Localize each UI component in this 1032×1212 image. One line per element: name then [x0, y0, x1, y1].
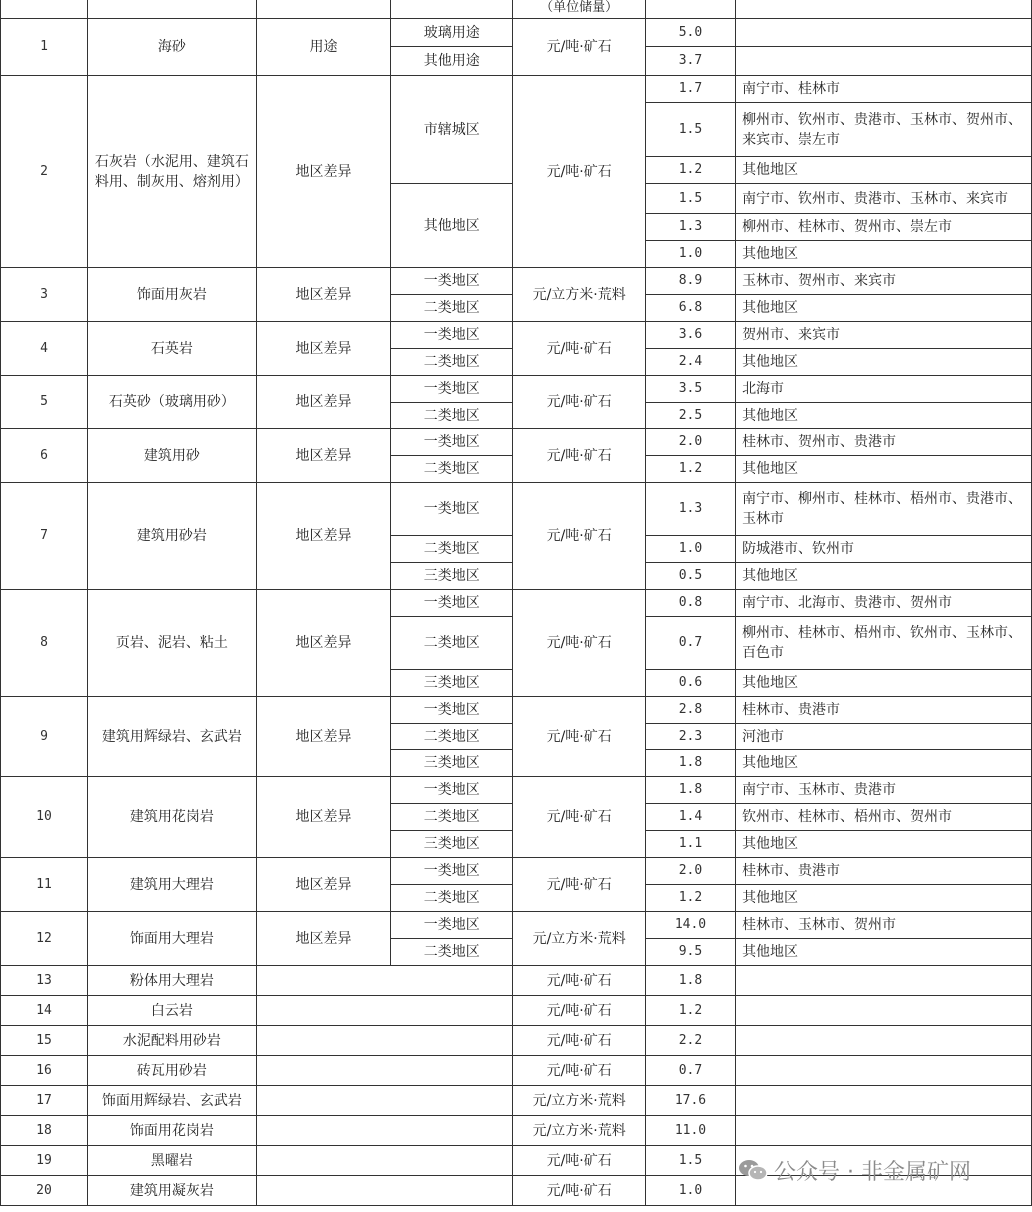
rate-value-cell: 17.6 — [645, 1086, 735, 1116]
unit-cell: 元/吨·矿石 — [513, 966, 645, 996]
row-number-cell: 20 — [1, 1176, 88, 1206]
row-number-cell: 18 — [1, 1116, 88, 1146]
applicable-area-cell: 钦州市、桂林市、梧州市、贺州市 — [736, 804, 1032, 831]
classification-cell: 二类地区 — [391, 403, 513, 429]
unit-cell: 元/吨·矿石 — [513, 1176, 645, 1206]
classification-cell: 一类地区 — [391, 376, 513, 403]
unit-cell: 元/立方米·荒料 — [513, 1086, 645, 1116]
watermark-text: 公众号 · 非金属矿网 — [774, 1159, 971, 1185]
classification-cell: 其他地区 — [391, 184, 513, 268]
rate-value-cell: 1.5 — [645, 184, 735, 214]
header-cell — [1, 0, 88, 19]
row-number-cell: 1 — [1, 19, 88, 76]
mineral-name-cell: 石英砂（玻璃用砂） — [87, 376, 256, 429]
table-row — [1, 996, 1032, 1026]
table-row — [1, 268, 1032, 295]
applicable-area-cell: 桂林市、贵港市 — [736, 858, 1032, 885]
rate-value-cell: 1.0 — [645, 536, 735, 563]
unit-header-cell: （单位储量） — [513, 0, 645, 19]
table-row — [1, 777, 1032, 804]
rate-value-cell: 0.7 — [645, 1056, 735, 1086]
applicable-area-cell: 南宁市、钦州市、贵港市、玉林市、来宾市 — [736, 184, 1032, 214]
table-row — [1, 912, 1032, 939]
rate-basis-cell: 地区差异 — [256, 697, 390, 777]
rate-basis-cell — [256, 1146, 513, 1176]
table-row — [1, 1056, 1032, 1086]
mineral-name-cell: 建筑用大理岩 — [87, 858, 256, 912]
rate-value-cell: 0.8 — [645, 590, 735, 617]
mineral-name-cell: 砖瓦用砂岩 — [87, 1056, 256, 1086]
row-number-cell: 12 — [1, 912, 88, 966]
applicable-area-cell — [736, 996, 1032, 1026]
applicable-area-cell: 北海市 — [736, 376, 1032, 403]
rate-value-cell: 2.0 — [645, 858, 735, 885]
rate-basis-cell — [256, 1056, 513, 1086]
row-number-cell: 2 — [1, 76, 88, 268]
rate-value-cell: 3.5 — [645, 376, 735, 403]
mineral-name-cell: 建筑用凝灰岩 — [87, 1176, 256, 1206]
mineral-name-cell: 饰面用灰岩 — [87, 268, 256, 322]
mineral-name-cell: 海砂 — [87, 19, 256, 76]
table-row — [1, 590, 1032, 617]
applicable-area-cell: 其他地区 — [736, 563, 1032, 590]
mineral-name-cell: 饰面用大理岩 — [87, 912, 256, 966]
unit-cell: 元/立方米·荒料 — [513, 912, 645, 966]
row-number-cell: 10 — [1, 777, 88, 858]
table-row — [1, 322, 1032, 349]
row-number-cell: 11 — [1, 858, 88, 912]
row-number-cell: 15 — [1, 1026, 88, 1056]
row-number-cell: 4 — [1, 322, 88, 376]
row-number-cell: 17 — [1, 1086, 88, 1116]
rate-value-cell: 1.2 — [645, 456, 735, 483]
applicable-area-cell: 南宁市、玉林市、贵港市 — [736, 777, 1032, 804]
unit-cell: 元/吨·矿石 — [513, 1026, 645, 1056]
applicable-area-cell: 其他地区 — [736, 295, 1032, 322]
rate-basis-cell — [256, 1026, 513, 1056]
applicable-area-cell: 其他地区 — [736, 885, 1032, 912]
rate-value-cell: 6.8 — [645, 295, 735, 322]
applicable-area-cell: 柳州市、桂林市、梧州市、钦州市、玉林市、百色市 — [736, 617, 1032, 670]
table-row — [1, 19, 1032, 47]
unit-cell: 元/吨·矿石 — [513, 697, 645, 777]
mineral-name-cell: 饰面用辉绿岩、玄武岩 — [87, 1086, 256, 1116]
applicable-area-cell: 桂林市、贺州市、贵港市 — [736, 429, 1032, 456]
classification-cell: 其他用途 — [391, 47, 513, 76]
rate-value-cell: 1.2 — [645, 885, 735, 912]
row-number-cell: 6 — [1, 429, 88, 483]
classification-cell: 三类地区 — [391, 563, 513, 590]
applicable-area-cell: 贺州市、来宾市 — [736, 322, 1032, 349]
rate-value-cell: 1.7 — [645, 76, 735, 103]
rate-value-cell: 1.8 — [645, 777, 735, 804]
rate-value-cell: 2.0 — [645, 429, 735, 456]
rate-value-cell: 1.0 — [645, 241, 735, 268]
applicable-area-cell — [736, 47, 1032, 76]
mineral-name-cell: 建筑用砂 — [87, 429, 256, 483]
classification-cell: 二类地区 — [391, 939, 513, 966]
applicable-area-cell: 其他地区 — [736, 831, 1032, 858]
rate-value-cell: 9.5 — [645, 939, 735, 966]
rate-value-cell: 8.9 — [645, 268, 735, 295]
row-number-cell: 9 — [1, 697, 88, 777]
classification-cell: 二类地区 — [391, 349, 513, 376]
rate-value-cell: 1.5 — [645, 103, 735, 157]
classification-cell: 一类地区 — [391, 777, 513, 804]
unit-cell: 元/吨·矿石 — [513, 322, 645, 376]
mineral-name-cell: 石灰岩（水泥用、建筑石料用、制灰用、熔剂用） — [87, 76, 256, 268]
mineral-name-cell: 页岩、泥岩、粘土 — [87, 590, 256, 697]
unit-cell: 元/立方米·荒料 — [513, 1116, 645, 1146]
classification-cell: 一类地区 — [391, 590, 513, 617]
applicable-area-cell: 其他地区 — [736, 157, 1032, 184]
header-cell — [736, 0, 1032, 19]
table-row — [1, 697, 1032, 724]
table-row — [1, 483, 1032, 536]
classification-cell: 三类地区 — [391, 750, 513, 777]
header-cell — [87, 0, 256, 19]
table-row — [1, 966, 1032, 996]
applicable-area-cell: 桂林市、玉林市、贺州市 — [736, 912, 1032, 939]
rate-value-cell: 1.1 — [645, 831, 735, 858]
rate-value-cell: 2.4 — [645, 349, 735, 376]
row-number-cell: 3 — [1, 268, 88, 322]
applicable-area-cell: 河池市 — [736, 724, 1032, 750]
applicable-area-cell: 其他地区 — [736, 670, 1032, 697]
table-row — [1, 376, 1032, 403]
unit-cell: 元/吨·矿石 — [513, 1056, 645, 1086]
row-number-cell: 14 — [1, 996, 88, 1026]
row-number-cell: 19 — [1, 1146, 88, 1176]
classification-cell: 一类地区 — [391, 429, 513, 456]
classification-cell: 一类地区 — [391, 912, 513, 939]
mineral-name-cell: 饰面用花岗岩 — [87, 1116, 256, 1146]
row-number-cell: 13 — [1, 966, 88, 996]
header-cell — [645, 0, 735, 19]
unit-cell: 元/立方米·荒料 — [513, 268, 645, 322]
rate-value-cell: 2.2 — [645, 1026, 735, 1056]
table-row — [1, 1086, 1032, 1116]
unit-cell: 元/吨·矿石 — [513, 858, 645, 912]
rate-value-cell: 1.3 — [645, 214, 735, 241]
rate-basis-cell: 地区差异 — [256, 322, 390, 376]
rate-value-cell: 1.8 — [645, 966, 735, 996]
rate-basis-cell — [256, 966, 513, 996]
applicable-area-cell: 其他地区 — [736, 349, 1032, 376]
header-cell — [391, 0, 513, 19]
rate-basis-cell: 地区差异 — [256, 76, 390, 268]
rate-basis-cell: 地区差异 — [256, 429, 390, 483]
classification-cell: 二类地区 — [391, 536, 513, 563]
classification-cell: 一类地区 — [391, 322, 513, 349]
rate-value-cell: 1.8 — [645, 750, 735, 777]
applicable-area-cell — [736, 966, 1032, 996]
classification-cell: 三类地区 — [391, 670, 513, 697]
rate-basis-cell: 地区差异 — [256, 590, 390, 697]
mineral-name-cell: 水泥配料用砂岩 — [87, 1026, 256, 1056]
rate-value-cell: 14.0 — [645, 912, 735, 939]
applicable-area-cell: 南宁市、柳州市、桂林市、梧州市、贵港市、玉林市 — [736, 483, 1032, 536]
unit-cell: 元/吨·矿石 — [513, 19, 645, 76]
row-number-cell: 7 — [1, 483, 88, 590]
rate-value-cell: 5.0 — [645, 19, 735, 47]
applicable-area-cell: 玉林市、贺州市、来宾市 — [736, 268, 1032, 295]
applicable-area-cell: 其他地区 — [736, 403, 1032, 429]
unit-cell: 元/吨·矿石 — [513, 76, 645, 268]
rate-value-cell: 11.0 — [645, 1116, 735, 1146]
mineral-name-cell: 黑曜岩 — [87, 1146, 256, 1176]
rate-value-cell: 0.6 — [645, 670, 735, 697]
table-row — [1, 858, 1032, 885]
mineral-name-cell: 粉体用大理岩 — [87, 966, 256, 996]
unit-cell: 元/吨·矿石 — [513, 996, 645, 1026]
applicable-area-cell — [736, 1026, 1032, 1056]
wechat-icon — [738, 1158, 768, 1182]
classification-cell: 二类地区 — [391, 885, 513, 912]
rate-value-cell: 2.5 — [645, 403, 735, 429]
classification-cell: 市辖城区 — [391, 76, 513, 184]
watermark — [738, 1152, 971, 1188]
rate-basis-cell: 地区差异 — [256, 912, 390, 966]
rate-value-cell: 0.5 — [645, 563, 735, 590]
row-number-cell: 8 — [1, 590, 88, 697]
rate-basis-cell: 地区差异 — [256, 858, 390, 912]
applicable-area-cell: 其他地区 — [736, 241, 1032, 268]
applicable-area-cell — [736, 1056, 1032, 1086]
rate-basis-cell: 地区差异 — [256, 376, 390, 429]
rate-value-cell: 2.3 — [645, 724, 735, 750]
rate-basis-cell — [256, 1116, 513, 1146]
rate-basis-cell — [256, 1176, 513, 1206]
table-row — [1, 76, 1032, 103]
applicable-area-cell: 其他地区 — [736, 750, 1032, 777]
rate-value-cell: 1.2 — [645, 157, 735, 184]
unit-cell: 元/吨·矿石 — [513, 483, 645, 590]
classification-cell: 一类地区 — [391, 858, 513, 885]
rate-basis-cell: 地区差异 — [256, 483, 390, 590]
rate-value-cell: 1.5 — [645, 1146, 735, 1176]
rate-basis-cell: 地区差异 — [256, 268, 390, 322]
applicable-area-cell: 桂林市、贵港市 — [736, 697, 1032, 724]
applicable-area-cell: 防城港市、钦州市 — [736, 536, 1032, 563]
classification-cell: 二类地区 — [391, 617, 513, 670]
applicable-area-cell: 南宁市、北海市、贵港市、贺州市 — [736, 590, 1032, 617]
classification-cell: 一类地区 — [391, 697, 513, 724]
classification-cell: 二类地区 — [391, 724, 513, 750]
rate-value-cell: 1.0 — [645, 1176, 735, 1206]
mineral-name-cell: 建筑用辉绿岩、玄武岩 — [87, 697, 256, 777]
rate-value-cell: 1.4 — [645, 804, 735, 831]
table-row — [1, 1116, 1032, 1146]
mineral-name-cell: 白云岩 — [87, 996, 256, 1026]
rate-basis-cell — [256, 996, 513, 1026]
classification-cell: 一类地区 — [391, 483, 513, 536]
unit-cell: 元/吨·矿石 — [513, 1146, 645, 1176]
applicable-area-cell — [736, 1086, 1032, 1116]
row-number-cell: 5 — [1, 376, 88, 429]
applicable-area-cell — [736, 19, 1032, 47]
table-row — [1, 429, 1032, 456]
classification-cell: 二类地区 — [391, 456, 513, 483]
row-number-cell: 16 — [1, 1056, 88, 1086]
classification-cell: 一类地区 — [391, 268, 513, 295]
classification-cell: 三类地区 — [391, 831, 513, 858]
unit-cell: 元/吨·矿石 — [513, 376, 645, 429]
rate-value-cell: 0.7 — [645, 617, 735, 670]
unit-cell: 元/吨·矿石 — [513, 777, 645, 858]
rate-value-cell: 2.8 — [645, 697, 735, 724]
classification-cell: 玻璃用途 — [391, 19, 513, 47]
applicable-area-cell — [736, 1116, 1032, 1146]
applicable-area-cell: 柳州市、钦州市、贵港市、玉林市、贺州市、来宾市、崇左市 — [736, 103, 1032, 157]
applicable-area-cell: 其他地区 — [736, 456, 1032, 483]
classification-cell: 二类地区 — [391, 804, 513, 831]
rate-value-cell: 1.2 — [645, 996, 735, 1026]
rate-value-cell: 1.3 — [645, 483, 735, 536]
table-row — [1, 1026, 1032, 1056]
rate-basis-cell: 地区差异 — [256, 777, 390, 858]
classification-cell: 二类地区 — [391, 295, 513, 322]
rate-basis-cell: 用途 — [256, 19, 390, 76]
header-cell — [256, 0, 390, 19]
applicable-area-cell: 柳州市、桂林市、贺州市、崇左市 — [736, 214, 1032, 241]
applicable-area-cell: 其他地区 — [736, 939, 1032, 966]
mineral-name-cell: 建筑用砂岩 — [87, 483, 256, 590]
rate-value-cell: 3.7 — [645, 47, 735, 76]
unit-cell: 元/吨·矿石 — [513, 429, 645, 483]
table-header-row — [1, 0, 1032, 19]
rate-basis-cell — [256, 1086, 513, 1116]
unit-cell: 元/吨·矿石 — [513, 590, 645, 697]
mineral-name-cell: 建筑用花岗岩 — [87, 777, 256, 858]
applicable-area-cell: 南宁市、桂林市 — [736, 76, 1032, 103]
mineral-name-cell: 石英岩 — [87, 322, 256, 376]
rate-value-cell: 3.6 — [645, 322, 735, 349]
